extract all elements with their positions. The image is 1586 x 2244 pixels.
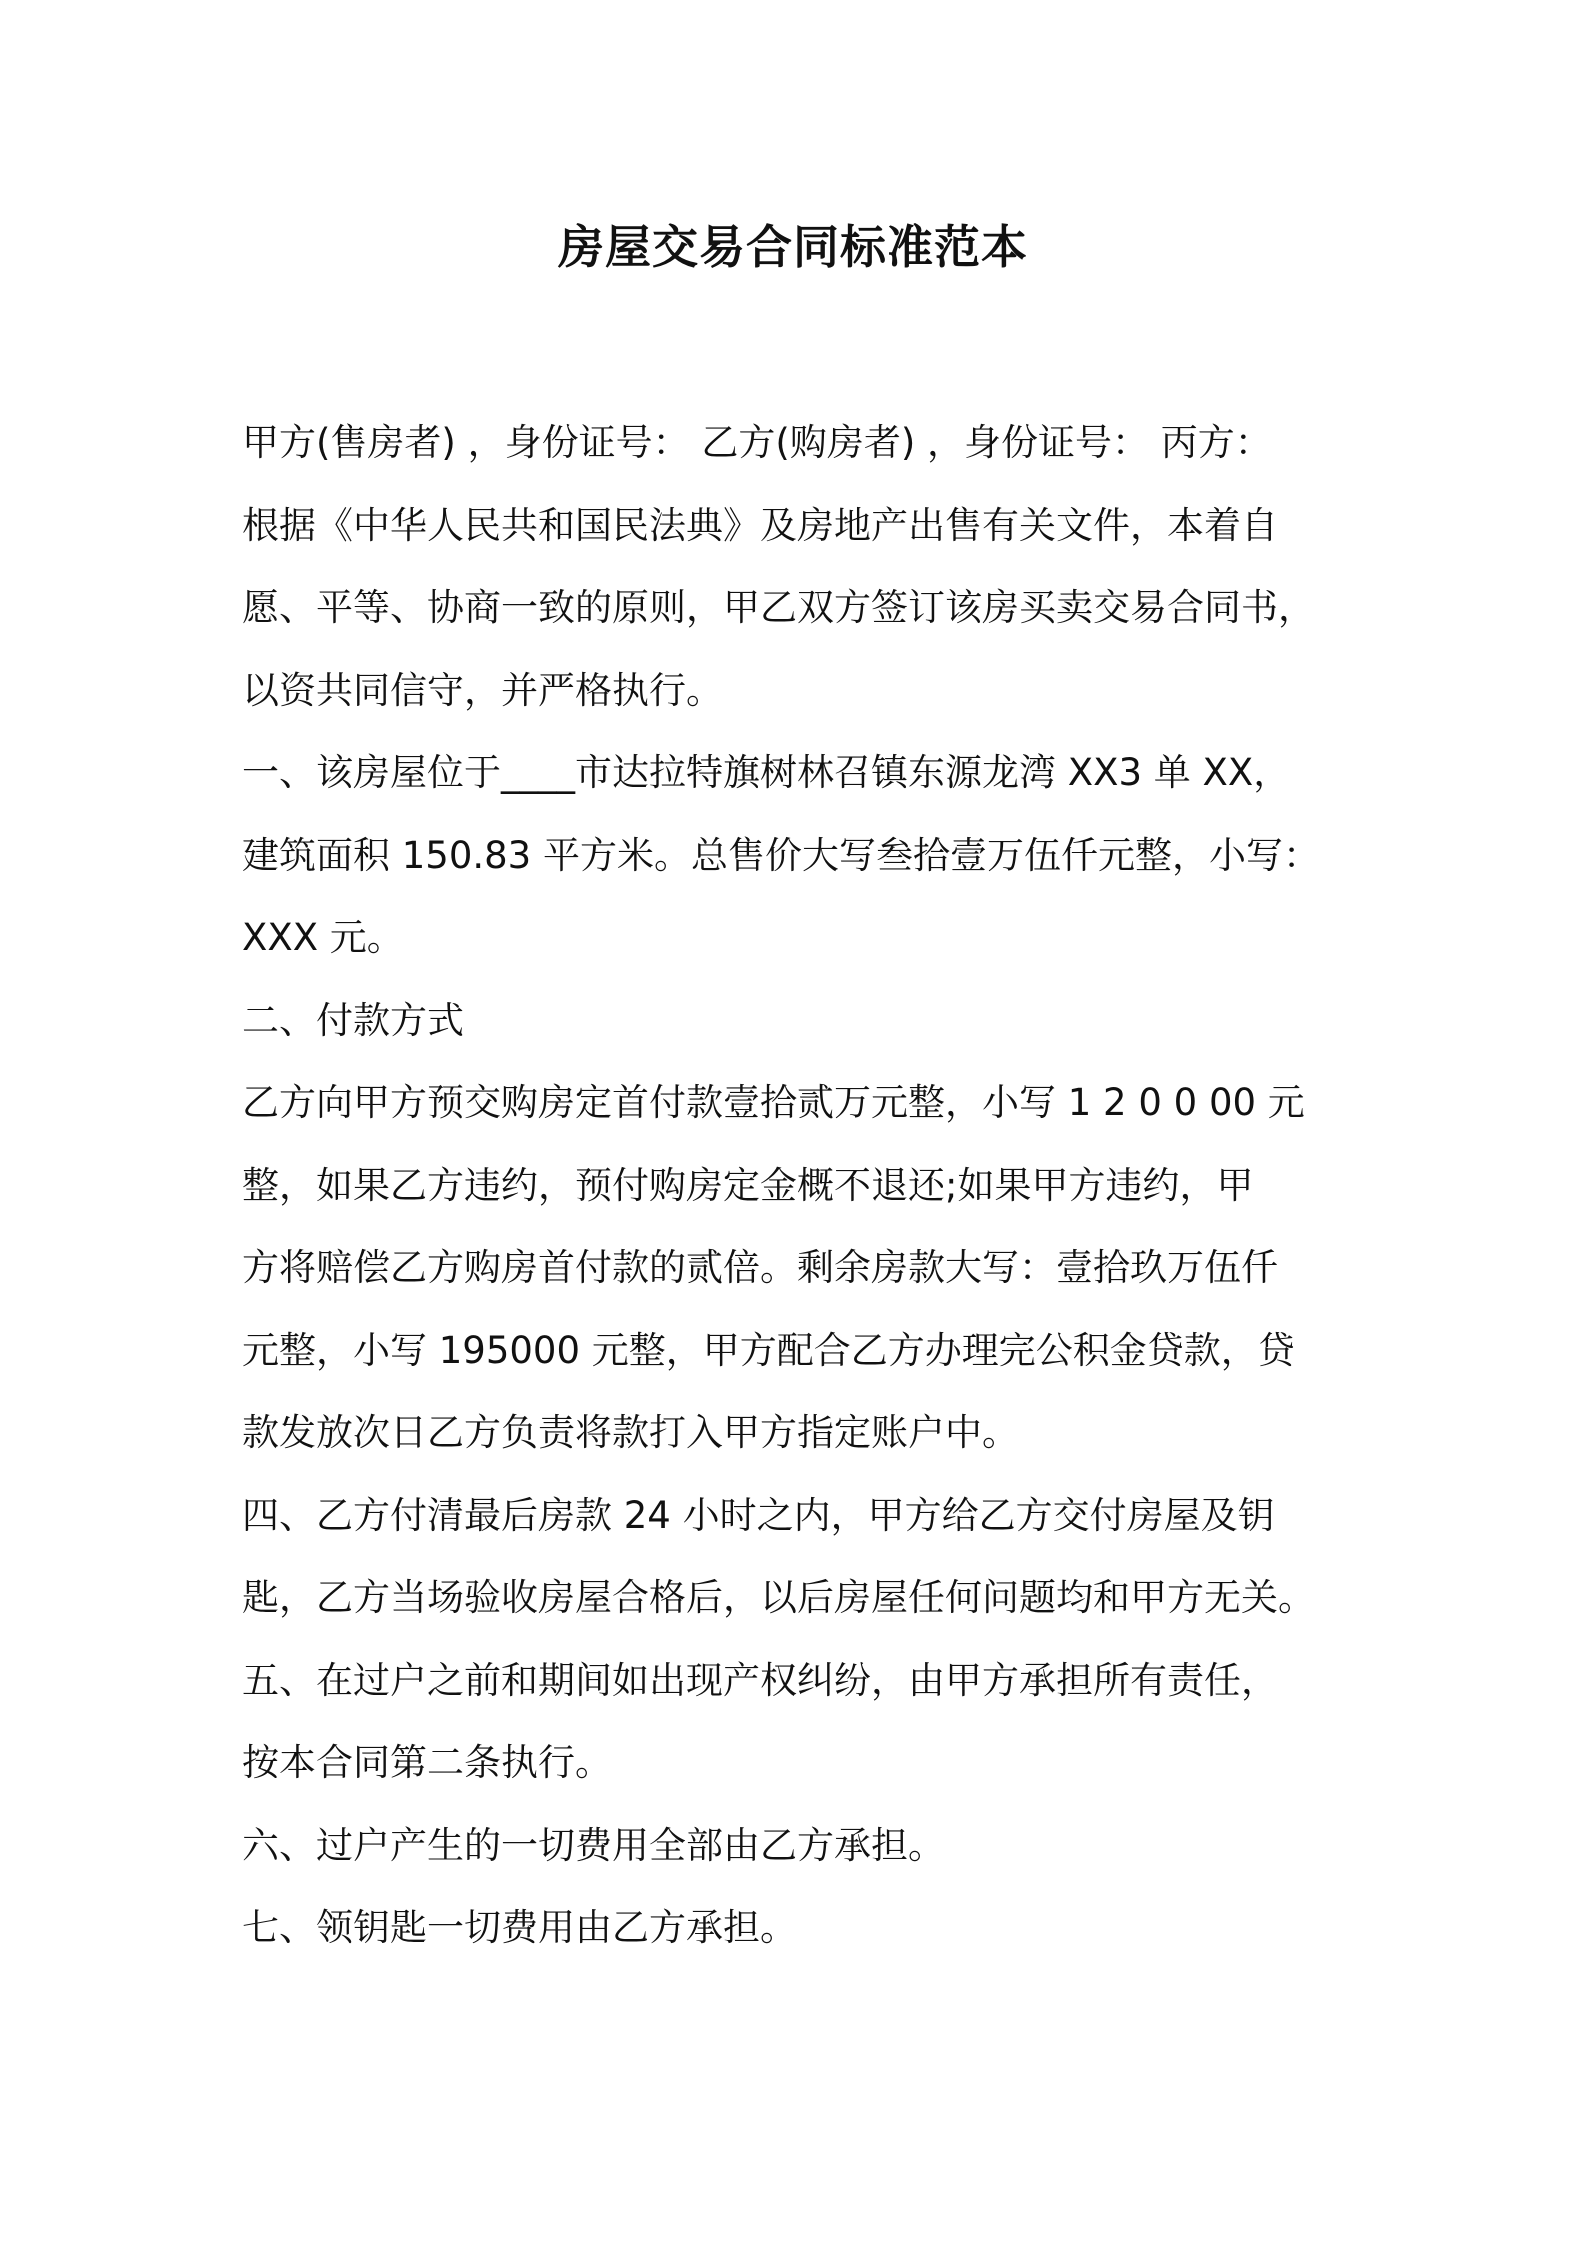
preamble-line: 以资共同信守，并严格执行。	[242, 668, 723, 712]
clause-5-line: 按本合同第二条执行。	[242, 1741, 612, 1784]
clause-1-line: 一、该房屋位于____市达拉特旗树林召镇东源龙湾 XX3 单 XX，	[242, 751, 1291, 794]
clause-2-line: 乙方向甲方预交购房定首付款壹拾贰万元整，小写 1 2 0 0 00 元	[242, 1081, 1305, 1124]
parties-line: 甲方(售房者) ，身份证号： 乙方(购房者) ，身份证号： 丙方：	[242, 421, 1272, 464]
document-title: 房屋交易合同标准范本	[558, 220, 1028, 274]
clause-4-line: 匙，乙方当场验收房屋合格后，以后房屋任何问题均和甲方无关。	[242, 1576, 1315, 1619]
clause-4-line: 四、乙方付清最后房款 24 小时之内，甲方给乙方交付房屋及钥	[242, 1493, 1275, 1537]
preamble-line: 根据《中华人民共和国民法典》及房地产出售有关文件，本着自	[242, 503, 1278, 547]
clause-6-line: 六、过户产生的一切费用全部由乙方承担。	[242, 1823, 945, 1867]
clause-2-line: 方将赔偿乙方购房首付款的贰倍。剩余房款大写：壹拾玖万伍仟	[242, 1246, 1278, 1289]
clause-1-line: XXX 元。	[242, 916, 404, 959]
clause-2-line: 元整，小写 195000 元整，甲方配合乙方办理完公积金贷款，贷	[242, 1328, 1295, 1372]
clause-2-line: 整，如果乙方违约，预付购房定金概不退还;如果甲方违约，甲	[242, 1163, 1254, 1207]
preamble-line: 愿、平等、协商一致的原则，甲乙双方签订该房买卖交易合同书，	[242, 586, 1315, 629]
clause-5-line: 五、在过户之前和期间如出现产权纠纷，由甲方承担所有责任，	[242, 1658, 1278, 1702]
clause-7-line: 七、领钥匙一切费用由乙方承担。	[242, 1906, 797, 1949]
clause-2-heading: 二、付款方式	[242, 998, 464, 1042]
document-body	[242, 402, 1362, 1970]
clause-2-line: 款发放次日乙方负责将款打入甲方指定账户中。	[242, 1411, 1019, 1454]
clause-1-line: 建筑面积 150.83 平方米。总售价大写叁拾壹万伍仟元整，小写：	[242, 833, 1320, 877]
